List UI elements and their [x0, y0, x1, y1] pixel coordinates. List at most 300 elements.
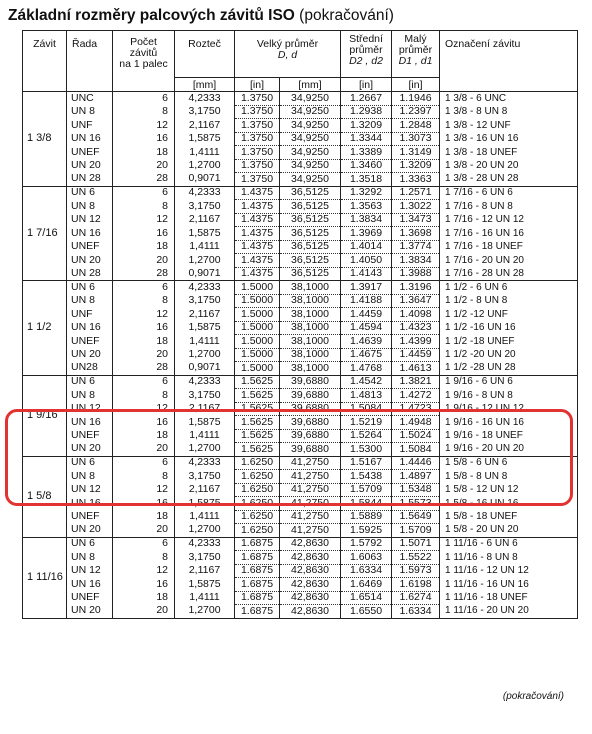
cell-roztec: 1,2700 — [175, 443, 235, 457]
header-rada: Řada — [67, 31, 113, 92]
cell-maly: 1.3149 — [392, 146, 440, 160]
cell-zavit: 1 3/8 — [23, 92, 67, 187]
cell-maly: 1.6198 — [392, 578, 440, 592]
cell-velky-in: 1.5625 — [235, 429, 280, 443]
table-row — [23, 524, 578, 538]
cell-maly: 1.4098 — [392, 308, 440, 322]
cell-oznaceni: 1 3/8 - 18 UNEF — [440, 146, 578, 160]
cell-pocet: 18 — [113, 240, 175, 254]
cell-maly: 1.4723 — [392, 402, 440, 416]
header-zavit: Závit — [23, 31, 67, 92]
cell-stredni: 1.5792 — [341, 537, 392, 551]
thread-group — [23, 537, 578, 618]
cell-roztec: 3,1750 — [175, 551, 235, 565]
cell-velky-mm: 41,2750 — [280, 483, 341, 497]
cell-roztec: 1,2700 — [175, 524, 235, 538]
cell-velky-in: 1.4375 — [235, 186, 280, 200]
cell-velky-in: 1.6250 — [235, 483, 280, 497]
cell-oznaceni: 1 11/16 - 12 UN 12 — [440, 564, 578, 578]
cell-rada: UNF — [67, 119, 113, 133]
table-row — [23, 254, 578, 268]
cell-velky-in: 1.4375 — [235, 254, 280, 268]
cell-pocet: 20 — [113, 254, 175, 268]
cell-velky-mm: 39,6880 — [280, 416, 341, 430]
table-row — [23, 551, 578, 565]
cell-velky-in: 1.5000 — [235, 281, 280, 295]
cell-rada: UN 20 — [67, 254, 113, 268]
cell-stredni: 1.5925 — [341, 524, 392, 538]
cell-maly: 1.2571 — [392, 186, 440, 200]
cell-velky-in: 1.6875 — [235, 605, 280, 619]
cell-stredni: 1.6514 — [341, 591, 392, 605]
cell-pocet: 18 — [113, 146, 175, 160]
cell-oznaceni: 1 11/16 - 20 UN 20 — [440, 605, 578, 619]
cell-roztec: 3,1750 — [175, 105, 235, 119]
header-maly-prumer: Malý průměr D1 , d1 — [392, 31, 440, 78]
cell-oznaceni: 1 9/16 - 12 UN 12 — [440, 402, 578, 416]
cell-roztec: 4,2333 — [175, 537, 235, 551]
cell-maly: 1.5973 — [392, 564, 440, 578]
cell-stredni: 1.5219 — [341, 416, 392, 430]
cell-maly: 1.5024 — [392, 429, 440, 443]
cell-maly: 1.4399 — [392, 335, 440, 349]
cell-stredni: 1.6334 — [341, 564, 392, 578]
cell-pocet: 16 — [113, 416, 175, 430]
cell-roztec: 3,1750 — [175, 200, 235, 214]
cell-velky-in: 1.4375 — [235, 240, 280, 254]
cell-oznaceni: 1 11/16 - 18 UNEF — [440, 591, 578, 605]
cell-maly: 1.4613 — [392, 362, 440, 376]
cell-maly: 1.5522 — [392, 551, 440, 565]
cell-roztec: 2,1167 — [175, 564, 235, 578]
cell-stredni: 1.2938 — [341, 105, 392, 119]
cell-maly: 1.3821 — [392, 375, 440, 389]
thread-group — [23, 92, 578, 187]
table-row — [23, 429, 578, 443]
cell-maly: 1.5649 — [392, 510, 440, 524]
cell-roztec: 1,2700 — [175, 348, 235, 362]
cell-rada: UNEF — [67, 146, 113, 160]
cell-oznaceni: 1 7/16 - 6 UN 6 — [440, 186, 578, 200]
table-row — [23, 591, 578, 605]
cell-velky-mm: 36,5125 — [280, 254, 341, 268]
cell-maly: 1.5084 — [392, 443, 440, 457]
cell-velky-in: 1.5625 — [235, 375, 280, 389]
cell-roztec: 1,5875 — [175, 132, 235, 146]
cell-stredni: 1.4675 — [341, 348, 392, 362]
cell-maly: 1.4897 — [392, 470, 440, 484]
cell-oznaceni: 1 11/16 - 6 UN 6 — [440, 537, 578, 551]
cell-velky-mm: 41,2750 — [280, 497, 341, 511]
cell-oznaceni: 1 5/8 - 20 UN 20 — [440, 524, 578, 538]
cell-roztec: 4,2333 — [175, 92, 235, 106]
cell-roztec: 3,1750 — [175, 389, 235, 403]
cell-velky-in: 1.5625 — [235, 389, 280, 403]
cell-velky-mm: 42,8630 — [280, 578, 341, 592]
cell-pocet: 16 — [113, 578, 175, 592]
cell-velky-in: 1.6875 — [235, 578, 280, 592]
cell-maly: 1.3647 — [392, 294, 440, 308]
cell-oznaceni: 1 11/16 - 8 UN 8 — [440, 551, 578, 565]
table-row — [23, 200, 578, 214]
cell-rada: UNC — [67, 92, 113, 106]
cell-oznaceni: 1 3/8 - 16 UN 16 — [440, 132, 578, 146]
cell-stredni: 1.6550 — [341, 605, 392, 619]
table-row — [23, 132, 578, 146]
cell-velky-in: 1.3750 — [235, 105, 280, 119]
table-row — [23, 389, 578, 403]
cell-oznaceni: 1 5/8 - 8 UN 8 — [440, 470, 578, 484]
cell-velky-mm: 34,9250 — [280, 132, 341, 146]
cell-pocet: 16 — [113, 227, 175, 241]
cell-velky-in: 1.6875 — [235, 551, 280, 565]
cell-rada: UN 6 — [67, 375, 113, 389]
cell-velky-mm: 38,1000 — [280, 281, 341, 295]
cell-roztec: 0,9071 — [175, 267, 235, 281]
cell-pocet: 8 — [113, 294, 175, 308]
table-row — [23, 578, 578, 592]
cell-pocet: 8 — [113, 105, 175, 119]
cell-stredni: 1.3292 — [341, 186, 392, 200]
cell-stredni: 1.4014 — [341, 240, 392, 254]
cell-pocet: 12 — [113, 119, 175, 133]
cell-rada: UN 12 — [67, 402, 113, 416]
cell-velky-in: 1.3750 — [235, 173, 280, 187]
table-row — [23, 483, 578, 497]
cell-rada: UN 28 — [67, 173, 113, 187]
cell-roztec: 1,5875 — [175, 416, 235, 430]
cell-velky-mm: 41,2750 — [280, 470, 341, 484]
table-row — [23, 362, 578, 376]
cell-pocet: 18 — [113, 510, 175, 524]
cell-rada: UN 20 — [67, 159, 113, 173]
cell-velky-in: 1.6250 — [235, 510, 280, 524]
cell-velky-mm: 41,2750 — [280, 456, 341, 470]
cell-velky-mm: 38,1000 — [280, 294, 341, 308]
table-row — [23, 92, 578, 106]
table-row — [23, 186, 578, 200]
cell-oznaceni: 1 7/16 - 28 UN 28 — [440, 267, 578, 281]
cell-pocet: 6 — [113, 537, 175, 551]
cell-velky-in: 1.3750 — [235, 92, 280, 106]
table-row — [23, 416, 578, 430]
cell-rada: UN 16 — [67, 321, 113, 335]
cell-oznaceni: 1 9/16 - 6 UN 6 — [440, 375, 578, 389]
cell-velky-in: 1.6250 — [235, 524, 280, 538]
cell-stredni: 1.4768 — [341, 362, 392, 376]
cell-roztec: 1,2700 — [175, 254, 235, 268]
cell-velky-in: 1.6250 — [235, 470, 280, 484]
cell-pocet: 20 — [113, 524, 175, 538]
cell-stredni: 1.4188 — [341, 294, 392, 308]
cell-pocet: 18 — [113, 335, 175, 349]
cell-velky-in: 1.3750 — [235, 146, 280, 160]
header-pocet: Počet závitů na 1 palec — [113, 31, 175, 92]
table-row — [23, 564, 578, 578]
unit-maly: [in] — [392, 78, 440, 92]
cell-velky-mm: 36,5125 — [280, 200, 341, 214]
cell-velky-in: 1.5000 — [235, 294, 280, 308]
cell-velky-mm: 36,5125 — [280, 267, 341, 281]
cell-oznaceni: 1 7/16 - 8 UN 8 — [440, 200, 578, 214]
cell-pocet: 6 — [113, 375, 175, 389]
cell-velky-in: 1.5000 — [235, 321, 280, 335]
cell-roztec: 1,4111 — [175, 146, 235, 160]
cell-stredni: 1.4143 — [341, 267, 392, 281]
cell-stredni: 1.3460 — [341, 159, 392, 173]
cell-velky-mm: 42,8630 — [280, 605, 341, 619]
thread-group — [23, 281, 578, 376]
cell-rada: UN 20 — [67, 348, 113, 362]
cell-maly: 1.4446 — [392, 456, 440, 470]
cell-stredni: 1.4594 — [341, 321, 392, 335]
cell-velky-in: 1.6250 — [235, 497, 280, 511]
cell-velky-in: 1.5625 — [235, 443, 280, 457]
cell-pocet: 28 — [113, 362, 175, 376]
cell-stredni: 1.6469 — [341, 578, 392, 592]
cell-oznaceni: 1 5/8 - 12 UN 12 — [440, 483, 578, 497]
cell-pocet: 6 — [113, 186, 175, 200]
cell-maly: 1.6274 — [392, 591, 440, 605]
cell-velky-in: 1.6250 — [235, 456, 280, 470]
cell-rada: UNEF — [67, 240, 113, 254]
cell-velky-mm: 34,9250 — [280, 173, 341, 187]
cell-stredni: 1.3563 — [341, 200, 392, 214]
cell-pocet: 8 — [113, 470, 175, 484]
cell-stredni: 1.5084 — [341, 402, 392, 416]
cell-pocet: 18 — [113, 429, 175, 443]
table-row — [23, 308, 578, 322]
cell-rada: UN 6 — [67, 456, 113, 470]
cell-velky-mm: 39,6880 — [280, 389, 341, 403]
cell-velky-in: 1.6875 — [235, 564, 280, 578]
cell-roztec: 0,9071 — [175, 362, 235, 376]
cell-maly: 1.5709 — [392, 524, 440, 538]
cell-roztec: 1,5875 — [175, 497, 235, 511]
cell-rada: UN 28 — [67, 267, 113, 281]
cell-pocet: 12 — [113, 483, 175, 497]
cell-roztec: 3,1750 — [175, 470, 235, 484]
title-bold: Základní rozměry palcových závitů ISO — [8, 7, 295, 24]
cell-velky-mm: 39,6880 — [280, 443, 341, 457]
cell-pocet: 6 — [113, 281, 175, 295]
cell-stredni: 1.3969 — [341, 227, 392, 241]
cell-zavit: 1 11/16 — [23, 537, 67, 618]
cell-oznaceni: 1 9/16 - 16 UN 16 — [440, 416, 578, 430]
cell-roztec: 1,2700 — [175, 605, 235, 619]
cell-stredni: 1.3344 — [341, 132, 392, 146]
cell-oznaceni: 1 1/2 - 8 UN 8 — [440, 294, 578, 308]
cell-roztec: 1,4111 — [175, 429, 235, 443]
cell-rada: UN 20 — [67, 605, 113, 619]
cell-maly: 1.5348 — [392, 483, 440, 497]
cell-velky-in: 1.4375 — [235, 227, 280, 241]
cell-maly: 1.4272 — [392, 389, 440, 403]
cell-oznaceni: 1 9/16 - 18 UNEF — [440, 429, 578, 443]
cell-pocet: 28 — [113, 173, 175, 187]
cell-oznaceni: 1 3/8 - 28 UN 28 — [440, 173, 578, 187]
cell-velky-mm: 34,9250 — [280, 119, 341, 133]
cell-maly: 1.3774 — [392, 240, 440, 254]
cell-velky-in: 1.3750 — [235, 159, 280, 173]
cell-pocet: 20 — [113, 159, 175, 173]
cell-maly: 1.4948 — [392, 416, 440, 430]
cell-velky-mm: 42,8630 — [280, 537, 341, 551]
cell-roztec: 1,4111 — [175, 335, 235, 349]
unit-stredni: [in] — [341, 78, 392, 92]
cell-stredni: 1.5300 — [341, 443, 392, 457]
cell-oznaceni: 1 5/8 - 18 UNEF — [440, 510, 578, 524]
cell-maly: 1.3363 — [392, 173, 440, 187]
cell-maly: 1.5573 — [392, 497, 440, 511]
cell-stredni: 1.5709 — [341, 483, 392, 497]
cell-velky-in: 1.6875 — [235, 537, 280, 551]
cell-oznaceni: 1 1/2 -20 UN 20 — [440, 348, 578, 362]
cell-velky-in: 1.5625 — [235, 416, 280, 430]
cell-roztec: 1,4111 — [175, 591, 235, 605]
cell-stredni: 1.3518 — [341, 173, 392, 187]
cell-maly: 1.4323 — [392, 321, 440, 335]
cell-velky-in: 1.3750 — [235, 132, 280, 146]
table-row — [23, 375, 578, 389]
cell-oznaceni: 1 7/16 - 12 UN 12 — [440, 213, 578, 227]
cell-velky-mm: 38,1000 — [280, 348, 341, 362]
cell-rada: UNEF — [67, 429, 113, 443]
cell-roztec: 2,1167 — [175, 213, 235, 227]
cell-stredni: 1.6063 — [341, 551, 392, 565]
cell-pocet: 20 — [113, 348, 175, 362]
cell-pocet: 12 — [113, 213, 175, 227]
cell-roztec: 1,5875 — [175, 578, 235, 592]
cell-velky-in: 1.5000 — [235, 335, 280, 349]
cell-roztec: 2,1167 — [175, 483, 235, 497]
cell-roztec: 4,2333 — [175, 281, 235, 295]
thread-group — [23, 456, 578, 537]
thread-group — [23, 186, 578, 281]
cell-rada: UN 8 — [67, 105, 113, 119]
cell-velky-mm: 34,9250 — [280, 159, 341, 173]
cell-rada: UN28 — [67, 362, 113, 376]
cell-pocet: 12 — [113, 308, 175, 322]
cell-oznaceni: 1 3/8 - 20 UN 20 — [440, 159, 578, 173]
cell-velky-in: 1.5000 — [235, 308, 280, 322]
cell-velky-in: 1.5625 — [235, 402, 280, 416]
cell-oznaceni: 1 7/16 - 16 UN 16 — [440, 227, 578, 241]
table-row — [23, 443, 578, 457]
table-row — [23, 281, 578, 295]
cell-pocet: 20 — [113, 443, 175, 457]
cell-rada: UNEF — [67, 591, 113, 605]
cell-velky-in: 1.6875 — [235, 591, 280, 605]
cell-pocet: 8 — [113, 389, 175, 403]
cell-maly: 1.3073 — [392, 132, 440, 146]
cell-oznaceni: 1 7/16 - 20 UN 20 — [440, 254, 578, 268]
cell-oznaceni: 1 11/16 - 16 UN 16 — [440, 578, 578, 592]
cell-velky-mm: 42,8630 — [280, 591, 341, 605]
cell-velky-in: 1.4375 — [235, 200, 280, 214]
header-velky-prumer: Velký průměr D, d — [235, 31, 341, 78]
cell-pocet: 20 — [113, 605, 175, 619]
cell-zavit: 1 1/2 — [23, 281, 67, 376]
cell-stredni: 1.4639 — [341, 335, 392, 349]
cell-rada: UN 12 — [67, 483, 113, 497]
cell-stredni: 1.3834 — [341, 213, 392, 227]
cell-maly: 1.3834 — [392, 254, 440, 268]
cell-rada: UN 12 — [67, 564, 113, 578]
cell-oznaceni: 1 9/16 - 20 UN 20 — [440, 443, 578, 457]
cell-pocet: 12 — [113, 564, 175, 578]
cell-rada: UN 8 — [67, 200, 113, 214]
table-row — [23, 497, 578, 511]
cell-stredni: 1.5438 — [341, 470, 392, 484]
table-row — [23, 605, 578, 619]
cell-roztec: 1,4111 — [175, 510, 235, 524]
cell-oznaceni: 1 5/8 - 16 UN 16 — [440, 497, 578, 511]
table-row — [23, 470, 578, 484]
cell-roztec: 1,2700 — [175, 159, 235, 173]
table-row — [23, 456, 578, 470]
cell-rada: UN 16 — [67, 497, 113, 511]
cell-oznaceni: 1 1/2 -18 UNEF — [440, 335, 578, 349]
cell-pocet: 16 — [113, 497, 175, 511]
title-rest: (pokračování) — [299, 7, 394, 24]
cell-rada: UN 8 — [67, 389, 113, 403]
table-row — [23, 267, 578, 281]
cell-rada: UN 6 — [67, 186, 113, 200]
thread-group — [23, 375, 578, 456]
cell-oznaceni: 1 7/16 - 18 UNEF — [440, 240, 578, 254]
cell-roztec: 4,2333 — [175, 375, 235, 389]
cell-velky-mm: 36,5125 — [280, 227, 341, 241]
cell-velky-mm: 42,8630 — [280, 564, 341, 578]
table-row — [23, 537, 578, 551]
table-row — [23, 146, 578, 160]
cell-stredni: 1.5889 — [341, 510, 392, 524]
cell-pocet: 16 — [113, 321, 175, 335]
cell-maly: 1.3196 — [392, 281, 440, 295]
cell-stredni: 1.4050 — [341, 254, 392, 268]
cell-velky-in: 1.5000 — [235, 362, 280, 376]
cell-oznaceni: 1 1/2 -16 UN 16 — [440, 321, 578, 335]
cell-roztec: 2,1167 — [175, 119, 235, 133]
cell-zavit: 1 7/16 — [23, 186, 67, 281]
cell-rada: UN 8 — [67, 294, 113, 308]
cell-velky-in: 1.4375 — [235, 267, 280, 281]
cell-stredni: 1.4542 — [341, 375, 392, 389]
table-row — [23, 348, 578, 362]
cell-stredni: 1.3209 — [341, 119, 392, 133]
cell-maly: 1.3473 — [392, 213, 440, 227]
table-row — [23, 227, 578, 241]
cell-roztec: 1,5875 — [175, 227, 235, 241]
cell-stredni: 1.3917 — [341, 281, 392, 295]
cell-velky-mm: 39,6880 — [280, 402, 341, 416]
cell-velky-mm: 34,9250 — [280, 92, 341, 106]
cell-pocet: 8 — [113, 551, 175, 565]
footer-note: (pokračování) — [502, 691, 564, 702]
cell-maly: 1.3698 — [392, 227, 440, 241]
unit-velky-in: [in] — [235, 78, 280, 92]
unit-roztec: [mm] — [175, 78, 235, 92]
header-roztec: Rozteč — [175, 31, 235, 78]
cell-velky-mm: 36,5125 — [280, 240, 341, 254]
table-row — [23, 105, 578, 119]
cell-maly: 1.6334 — [392, 605, 440, 619]
table-row — [23, 294, 578, 308]
cell-roztec: 4,2333 — [175, 186, 235, 200]
cell-rada: UN 16 — [67, 132, 113, 146]
table-row — [23, 402, 578, 416]
